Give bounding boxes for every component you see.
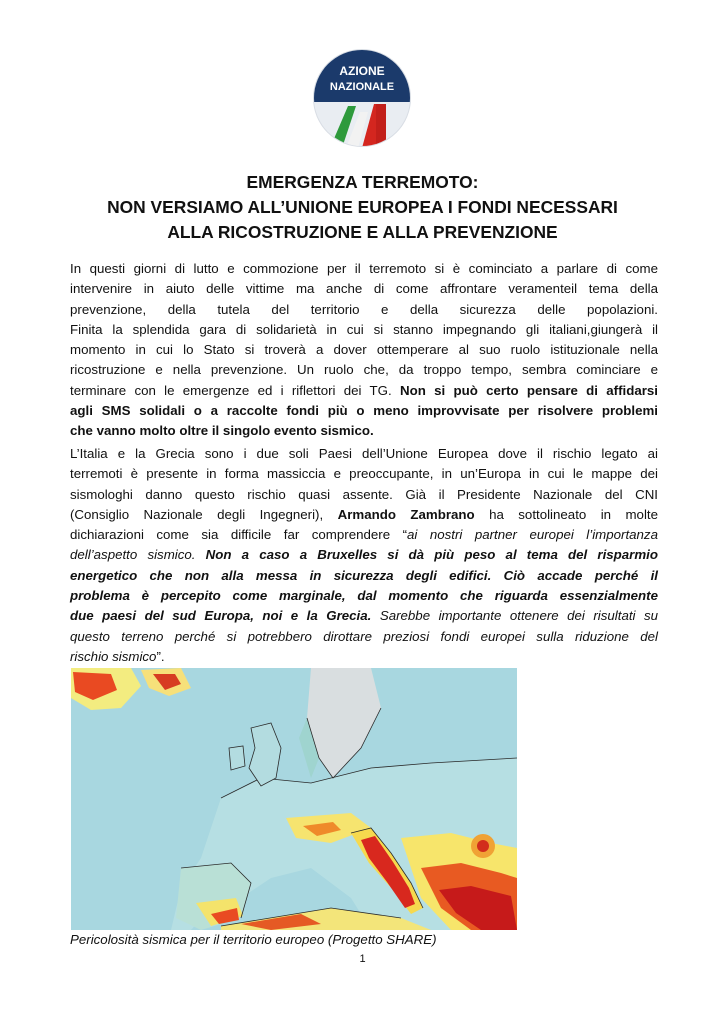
bold-italic-run: Non a caso a Bruxelles si dà più peso al tema del risparmio: [205, 547, 658, 563]
text-line: [70, 545, 658, 565]
azione-nazionale-logo: [312, 48, 412, 148]
svg-text:AZIONE: AZIONE: [339, 64, 385, 78]
seismic-hazard-map: [71, 668, 517, 930]
text-line: momento in cui lo Stato si troverà a dover ottemperare al suo ruolo istituzionale nella: [70, 342, 658, 358]
italic-run: rischio sismico: [70, 648, 157, 664]
bold-run: che vanno molto oltre il singolo evento sismico.: [70, 423, 374, 439]
headline-line-3: ALLA RICOSTRUZIONE E ALLA PREVENZIONE: [167, 222, 558, 242]
text-line: [70, 401, 658, 421]
text-line: [70, 421, 658, 441]
text-line: sismologhi danno questo rischio quasi assente. Già il Presidente Nazionale del CNI: [70, 486, 658, 502]
text-line: [70, 586, 658, 606]
text-run: terminare con le emergenze ed i riflettori dei TG.: [70, 382, 400, 398]
text-line: [70, 566, 658, 586]
text-line: [70, 505, 658, 525]
text-line: intervenire in aiuto delle vittime ma anche di come affrontare veramenteil tema della: [70, 281, 658, 297]
italic-run: ai nostri partner europei l’importanza: [407, 527, 658, 543]
text-line: terremoti è presente in forma massiccia e preoccupante, in un’Europa in cui le mappe dei: [70, 466, 658, 482]
italic-run: dell’aspetto sismico.: [70, 547, 206, 563]
bold-run: Non si può certo pensare di affidarsi: [399, 382, 658, 398]
text-line: prevenzione, della tutela del territorio e della sicurezza delle popolazioni.: [70, 301, 658, 317]
text-line: [70, 606, 658, 626]
italic-run: questo terreno perché si potrebbero dirottare preziosi fondi europei sulla riduzione del: [70, 628, 658, 644]
bold-run: Armando Zambrano: [337, 506, 475, 522]
text-line: In questi giorni di lutto e commozione per il terremoto si è cominciato a parlare di come: [70, 261, 658, 276]
bold-run: agli SMS solidali o a raccolte fondi più o meno improvvisate per risolvere problemi: [70, 403, 658, 419]
text-run: ”.: [156, 648, 165, 664]
headline-line-2: NON VERSIAMO ALL’UNIONE EUROPEA I FONDI NECESSARI: [107, 197, 618, 217]
paragraph-1: [70, 259, 658, 442]
page-number: 1: [359, 953, 366, 965]
text-run: dichiarazioni come sia difficile far comprendere “: [70, 527, 408, 543]
headline: [60, 170, 665, 245]
bold-italic-run: problema è percepito come marginale, dal momento che riguarda essenzialmente: [70, 588, 658, 604]
italic-run: Sarebbe importante ottenere dei risultati su: [371, 608, 659, 624]
paragraph-2: [70, 444, 658, 667]
text-line: [70, 381, 658, 401]
bold-italic-run: energetico che non alla messa in sicurezza degli edifici. Ciò accade perché il: [70, 567, 658, 583]
svg-text:NAZIONALE: NAZIONALE: [329, 81, 395, 93]
text-line: [70, 627, 658, 647]
bold-italic-run: due paesi del sud Europa, noi e la Grecia.: [70, 608, 372, 624]
text-run: ha sottolineato in molte: [474, 506, 658, 522]
map-caption: Pericolosità sismica per il territorio europeo (Progetto SHARE): [70, 932, 437, 947]
text-line: L’Italia e la Grecia sono i due soli Paesi dell’Unione Europea dove il rischio legato ai: [70, 446, 658, 461]
headline-line-1: EMERGENZA TERREMOTO:: [246, 172, 479, 192]
text-line: Finita la splendida gara di solidarietà in cui si stanno impegnando gli italiani,giungerà il: [70, 321, 658, 337]
text-run: (Consiglio Nazionale degli Ingegneri),: [70, 506, 338, 522]
text-line: [70, 525, 658, 545]
text-line: [70, 647, 658, 667]
text-line: ricostruzione e nella prevenzione. Un ruolo che, da troppo tempo, sembra cominciare e: [70, 362, 658, 378]
